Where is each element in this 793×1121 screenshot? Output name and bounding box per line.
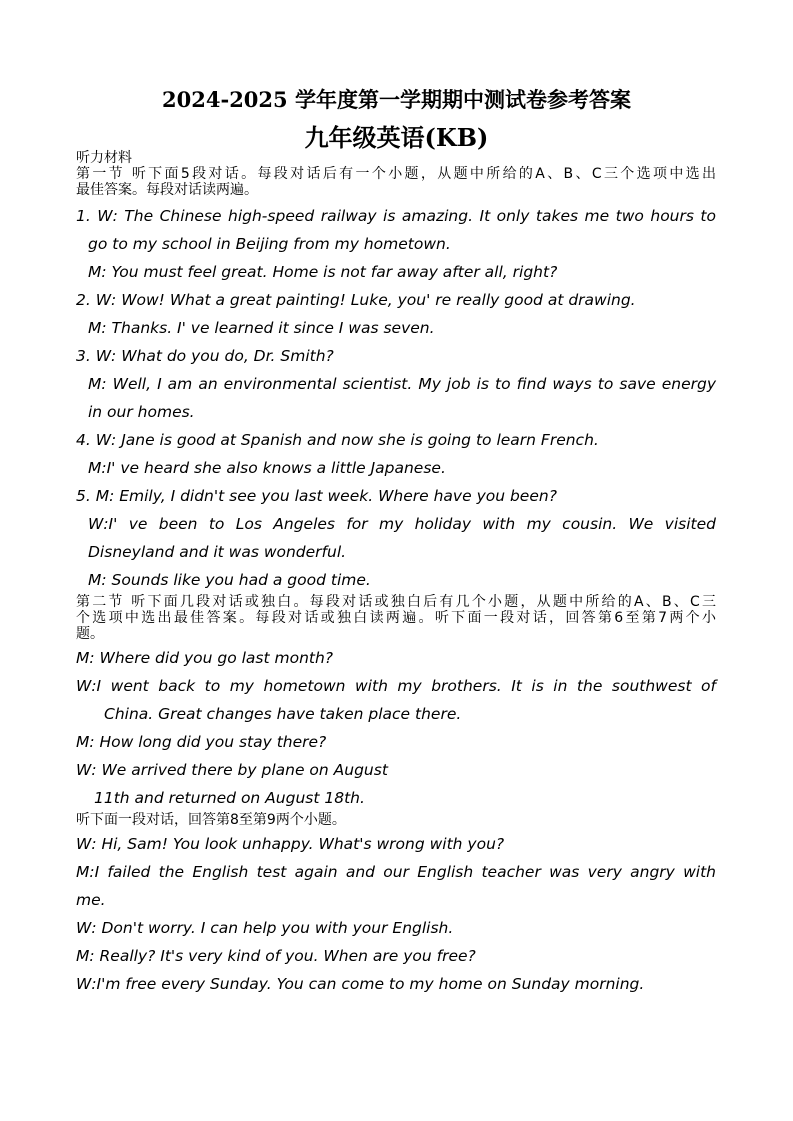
dialogue-line: 4. W: Jane is good at Spanish and now she is going to learn French. xyxy=(76,431,599,449)
dialogue-line: me. xyxy=(76,891,106,909)
dialogue-line: M: Really? It's very kind of you. When are you free? xyxy=(76,947,476,965)
document-subtitle: 九年级英语(KB) xyxy=(304,123,489,152)
dialogue-line: 2. W: Wow! What a great painting! Luke, you' re really good at drawing. xyxy=(76,291,636,309)
part1-instruction-line1: 第一节 听下面5段对话。每段对话后有一个小题，从题中所给的A、B、C三个选项中选出 xyxy=(76,166,716,182)
dialogue-line: 5. M: Emily, I didn't see you last week. Where have you been? xyxy=(76,487,557,505)
dialogue-line: W:I'm free every Sunday. You can come to my home on Sunday morning. xyxy=(76,975,645,993)
dialogue-line: M: Well, I am an environmental scientist. My job is to find ways to save energy xyxy=(88,375,716,393)
dialogue-line: M: Sounds like you had a good time. xyxy=(88,571,371,589)
dialogue-line: M:I failed the English test again and our English teacher was very angry with xyxy=(76,863,716,881)
document-body xyxy=(76,150,716,998)
part1-instruction-line2: 最佳答案。每段对话读两遍。 xyxy=(76,182,258,198)
dialogue-line: 1. W: The Chinese high-speed railway is amazing. It only takes me two hours to xyxy=(76,207,716,225)
dialogue-line: 11th and returned on August 18th. xyxy=(94,789,365,807)
dialogue-line: W:I went back to my hometown with my brothers. It is in the southwest of xyxy=(76,677,716,695)
dialogue-line: M:I' ve heard she also knows a little Japanese. xyxy=(88,459,446,477)
dialogue-line: M: You must feel great. Home is not far away after all, right? xyxy=(88,263,558,281)
dialogue-line: Disneyland and it was wonderful. xyxy=(88,543,347,561)
dialogue-line: W:I' ve been to Los Angeles for my holiday with my cousin. We visited xyxy=(88,515,716,533)
section-label: 听力材料 xyxy=(76,150,132,166)
dialogue-line: in our homes. xyxy=(88,403,195,421)
dialogue-line: 3. W: What do you do, Dr. Smith? xyxy=(76,347,334,365)
part2-instruction-line1: 第二节 听下面几段对话或独白。每段对话或独白后有几个小题，从题中所给的A、B、C三 xyxy=(76,594,716,610)
dialogue-line: M: Where did you go last month? xyxy=(76,649,334,667)
dialogue-line: M: How long did you stay there? xyxy=(76,733,327,751)
dialogue-line: W: Hi, Sam! You look unhappy. What's wrong with you? xyxy=(76,835,505,853)
dialogue-line: M: Thanks. I' ve learned it since I was seven. xyxy=(88,319,435,337)
dialogue-line: China. Great changes have taken place there. xyxy=(104,705,462,723)
dialogue-line: W: We arrived there by plane on August xyxy=(76,761,388,779)
dialogue-line: go to my school in Beijing from my hometown. xyxy=(88,235,451,253)
part2-instruction-line2: 个选项中选出最佳答案。每段对话或独白读两遍。听下面一段对话，回答第6至第7两个小 xyxy=(76,610,716,626)
document-title: 2024-2025 学年度第一学期期中测试卷参考答案 xyxy=(162,87,631,112)
part2-instruction-line3: 题。 xyxy=(76,626,104,642)
dialogue-line: W: Don't worry. I can help you with your English. xyxy=(76,919,454,937)
part2-next-instruction: 听下面一段对话，回答第8至第9两个小题。 xyxy=(76,812,346,828)
